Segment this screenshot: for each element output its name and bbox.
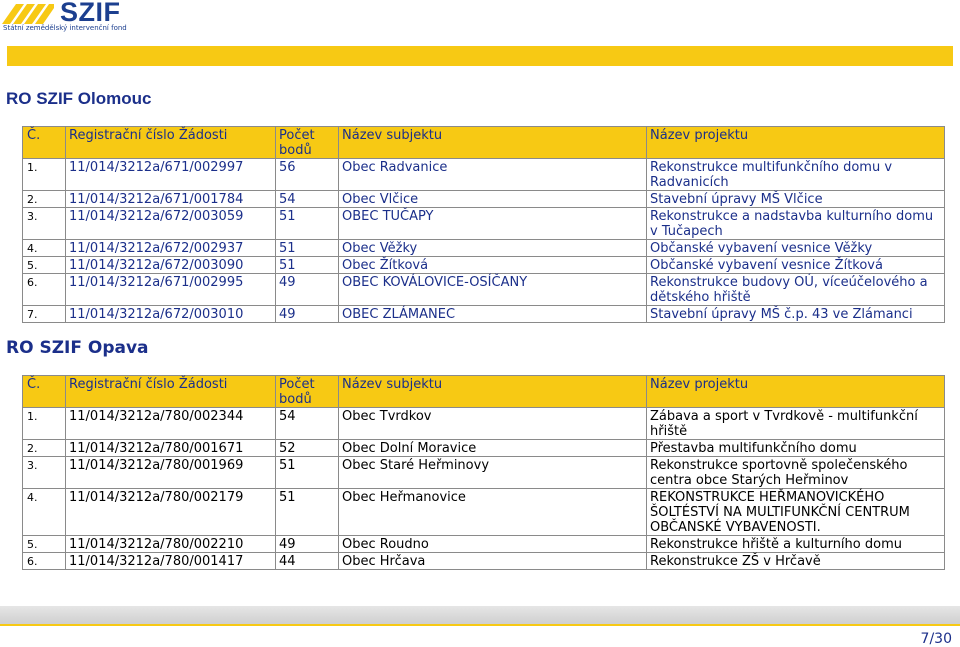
row-subject: Obec Heřmanovice [339,489,647,536]
row-reg: 11/014/3212a/780/001969 [66,457,276,489]
header-bar [7,46,953,66]
header-points: Počet bodů [276,376,339,408]
table-row [23,274,945,306]
row-subject: Obec Věžky [339,240,647,257]
row-project: Stavební úpravy MŠ č.p. 43 ve Zlámanci [647,306,945,323]
table-opava [22,375,945,570]
table-row [23,408,945,440]
row-reg: 11/014/3212a/780/001417 [66,553,276,570]
header-points: Počet bodů [276,127,339,159]
footer-line [0,624,960,626]
table-header [23,376,945,408]
header-project: Název projektu [647,376,945,408]
header-c: Č. [23,127,66,159]
row-reg: 11/014/3212a/672/003010 [66,306,276,323]
row-subject: Obec Staré Heřminovy [339,457,647,489]
table-row [23,159,945,191]
row-project: Zábava a sport v Tvrdkově - multifunkční hřiště [647,408,945,440]
table-row [23,536,945,553]
row-project: Rekonstrukce sportovně společenského centra obce Starých Heřminov [647,457,945,489]
row-reg: 11/014/3212a/671/002997 [66,159,276,191]
row-number: 4. [23,240,66,257]
row-points: 54 [276,191,339,208]
footer-bar [0,606,960,624]
row-project: Přestavba multifunkčního domu [647,440,945,457]
row-number: 2. [23,191,66,208]
section-title-opava: RO SZIF Opava [6,338,149,358]
row-points: 44 [276,553,339,570]
row-project: Občanské vybavení vesnice Žítková [647,257,945,274]
szif-logo-mark-icon [2,4,54,24]
row-reg: 11/014/3212a/780/001671 [66,440,276,457]
szif-logo [0,0,160,36]
row-reg: 11/014/3212a/780/002210 [66,536,276,553]
row-project: Stavební úpravy MŠ Vlčice [647,191,945,208]
row-subject: Obec Roudno [339,536,647,553]
table-row [23,257,945,274]
header-c: Č. [23,376,66,408]
row-number: 6. [23,553,66,570]
row-subject: Obec Hrčava [339,553,647,570]
row-reg: 11/014/3212a/671/001784 [66,191,276,208]
row-number: 5. [23,536,66,553]
row-project: Občanské vybavení vesnice Věžky [647,240,945,257]
row-subject: Obec Dolní Moravice [339,440,647,457]
row-number: 1. [23,159,66,191]
table-row [23,306,945,323]
row-number: 6. [23,274,66,306]
row-points: 49 [276,306,339,323]
table-row [23,240,945,257]
row-points: 51 [276,457,339,489]
table-header [23,127,945,159]
row-number: 2. [23,440,66,457]
row-number: 7. [23,306,66,323]
row-subject: OBEC TUČAPY [339,208,647,240]
table-olomouc [22,126,945,323]
row-project: Rekonstrukce a nadstavba kulturního domu v Tučapech [647,208,945,240]
row-subject: OBEC KOVÁLOVICE-OSÍČANY [339,274,647,306]
row-project: Rekonstrukce multifunkčního domu v Radvanicích [647,159,945,191]
row-subject: Obec Žítková [339,257,647,274]
table-row [23,440,945,457]
row-subject: Obec Radvanice [339,159,647,191]
row-reg: 11/014/3212a/780/002179 [66,489,276,536]
header-reg: Registrační číslo Žádosti [66,376,276,408]
row-reg: 11/014/3212a/672/003059 [66,208,276,240]
page-number: 7/30 [920,631,952,647]
logo-subtitle: Státní zemědělský intervenční fond [3,24,127,32]
row-points: 54 [276,408,339,440]
row-points: 56 [276,159,339,191]
logo-text: SZIF [60,0,121,27]
row-project: Rekonstrukce budovy OÚ, víceúčelového a dětského hřiště [647,274,945,306]
row-number: 3. [23,208,66,240]
table-row [23,457,945,489]
row-points: 52 [276,440,339,457]
row-project: Rekonstrukce hřiště a kulturního domu [647,536,945,553]
table-row [23,553,945,570]
table-row [23,208,945,240]
header-subject: Název subjektu [339,127,647,159]
row-reg: 11/014/3212a/672/002937 [66,240,276,257]
header-reg: Registrační číslo Žádosti [66,127,276,159]
row-points: 51 [276,489,339,536]
row-number: 4. [23,489,66,536]
row-points: 51 [276,257,339,274]
row-points: 49 [276,274,339,306]
row-subject: OBEC ZLÁMANEC [339,306,647,323]
section-title-olomouc: RO SZIF Olomouc [6,89,152,108]
header-subject: Název subjektu [339,376,647,408]
row-number: 5. [23,257,66,274]
row-points: 49 [276,536,339,553]
row-reg: 11/014/3212a/780/002344 [66,408,276,440]
row-points: 51 [276,240,339,257]
row-reg: 11/014/3212a/671/002995 [66,274,276,306]
row-points: 51 [276,208,339,240]
table-row [23,489,945,536]
row-subject: Obec Vlčice [339,191,647,208]
row-number: 3. [23,457,66,489]
row-subject: Obec Tvrdkov [339,408,647,440]
row-project: REKONSTRUKCE HEŘMANOVICKÉHO ŠOLTÉSTVÍ NA MULTIFUNKČNÍ CENTRUM OBČANSKÉ VYBAVENOSTI. [647,489,945,536]
table-row [23,191,945,208]
row-reg: 11/014/3212a/672/003090 [66,257,276,274]
row-number: 1. [23,408,66,440]
row-project: Rekonstrukce ZŠ v Hrčavě [647,553,945,570]
header-project: Název projektu [647,127,945,159]
